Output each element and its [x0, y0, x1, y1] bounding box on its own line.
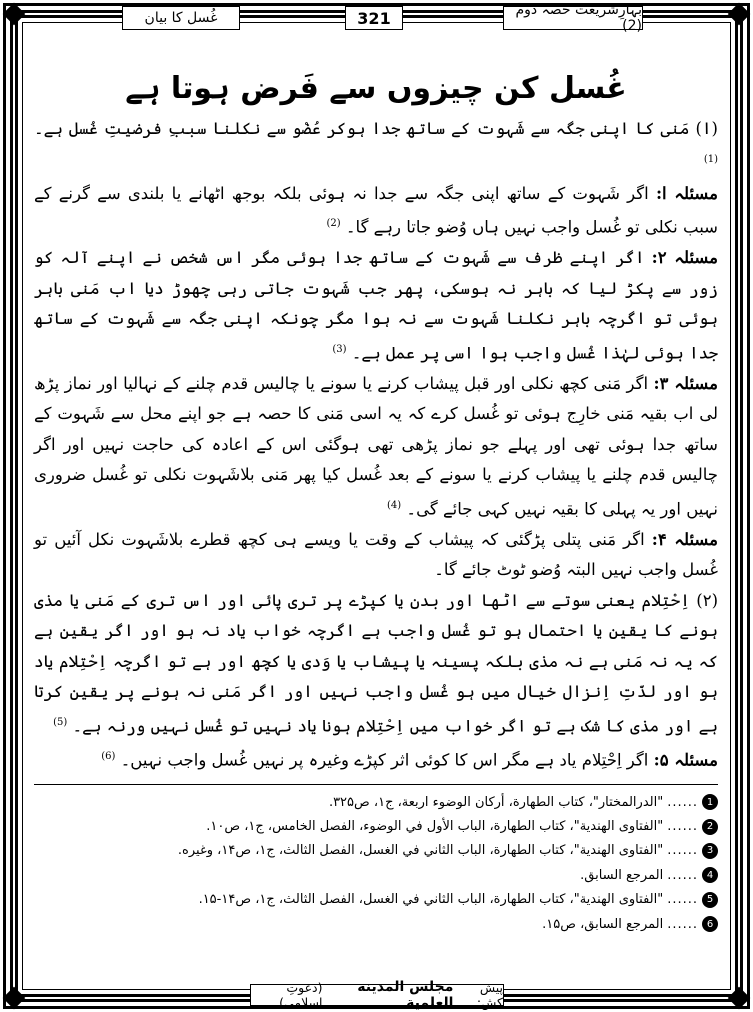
paragraph-1 — [34, 114, 718, 179]
footnote-leader: ...... — [667, 916, 698, 932]
paragraph-3 — [34, 243, 718, 369]
paragraph-2 — [34, 179, 718, 244]
paragraph-4 — [34, 369, 718, 525]
paragraph-text: اگر مَنی پتلی پڑگئی کہ پیشاب کے وقت یا ویسے ہی کچھ قطرے بلاشَہوت نکل آئیں تو غُسل واجب نہیں البتہ وُضو ٹوٹ جائے گا۔ — [34, 529, 718, 579]
footnote-text: المرجع السابق، ص۱۵. — [542, 916, 664, 932]
footnote-ref: (6) — [101, 750, 116, 762]
chapter-title: غُسل کا بیان — [122, 6, 240, 30]
footnote-ref: (2) — [326, 218, 341, 229]
page-header — [0, 4, 753, 34]
footnote-divider — [34, 784, 718, 785]
footnote-text: "الفتاوى الهندية"، كتاب الطهارة، الباب الثاني في الغسل، الفصل الثالث، ج۱، ص۱۴، وغيره. — [177, 843, 664, 859]
footnote-number: 3 — [702, 843, 718, 859]
footnote-ref: (4) — [386, 499, 402, 511]
footnote-item — [34, 839, 718, 863]
paragraph-label: مسئلہ ا: — [655, 183, 718, 203]
footnote-leader: ...... — [667, 867, 698, 883]
footnote-item — [34, 814, 718, 838]
footer-prefix: پیش کش: — [476, 980, 503, 1010]
paragraph-5 — [34, 525, 718, 586]
footnote-leader: ...... — [667, 794, 698, 810]
paragraph-text: اگر اپنے ظرف سے شَہوت کے ساتھ جدا ہوئی مگر اس شخص نے اپنے آلہ کو زور سے پکڑ لیا کہ باہر نہ ہوسکی، پھر جب شَہوت جاتی رہی چھوڑ دیا اب مَنی باہر ہوئی تو اگرچہ باہر نکلنا شَہوت سے نہ ہوا مگر چونکہ اپنی جگہ سے شَہوت کے ساتھ جدا ہوئی لہٰذا غُسل واجب ہوا اسی پر عمل ہے۔ — [34, 248, 718, 362]
book-title: بہارِشریعت حصہ دوم (2) — [503, 6, 643, 30]
page-number: 321 — [345, 6, 403, 30]
footnote-text: "الدرالمختار"، كتاب الطهارة، أركان الوضوء اربعة، ج۱، ص۳۲۵. — [328, 794, 664, 810]
footnote-leader: ...... — [667, 843, 698, 859]
footnote-number: 2 — [702, 819, 718, 835]
footnote-item — [34, 912, 718, 936]
footnote-leader: ...... — [667, 819, 698, 835]
paragraph-label: مسئلہ ۲: — [651, 248, 718, 267]
footnote-text: "الفتاوى الهندية"، كتاب الطهارة، الباب الأول في الوضوء، الفصل الخامس، ج۱، ص۱۰. — [206, 819, 664, 835]
paragraph-text: اگر مَنی کچھ نکلی اور قبل پیشاب کرنے یا سونے یا چالیس قدم چلنے کے نہالیا اور نماز پڑھ لی اب بقیہ مَنی خارِج ہوئی تو غُسل کرے کہ یہ اسی مَنی کا حصہ ہے جو اپنے محل سے شَہوت کے ساتھ جدا ہوئی تھی اور پہلے جو نماز پڑھی تھی ہوگئی اس کے اعادہ کی حاجت نہیں اور اگر چالیس قدم چلنے یا پیشاب کرنے یا سونے کے بعد غُسل کیا پھر مَنی بلاشَہوت نکلی تو غُسل ضروری نہیں اور یہ پہلی کا بقیہ نہیں کہی جائے گی۔ — [34, 373, 718, 518]
section-heading: غُسل کن چیزوں سے فَرض ہوتا ہے — [125, 71, 627, 106]
footnotes — [34, 790, 718, 936]
main-content — [34, 66, 718, 776]
publisher-name: مجلس المدينة العلمية — [357, 979, 454, 1011]
paragraph-7 — [34, 742, 718, 776]
footnote-leader: ...... — [667, 892, 698, 908]
paragraph-6 — [34, 586, 718, 742]
footnote-ref: (3) — [332, 343, 347, 355]
paragraph-text: اگر شَہوت کے ساتھ اپنی جگہ سے جدا نہ ہوئی بلکہ بوجھ اٹھانے یا بلندی سے گرنے کے سبب نکلی تو غُسل واجب نہیں ہاں وُضو جاتا رہے گا۔ — [34, 183, 718, 237]
footnote-item — [34, 790, 718, 814]
footer-suffix: (دعوتِ اسلامی) — [279, 980, 323, 1010]
footnote-number: 4 — [702, 867, 718, 883]
paragraph-text: اگر اِحْتِلام یاد ہے مگر اس کا کوئی اثر کپڑے وغیرہ پر نہیں غُسل واجب نہیں۔ — [120, 750, 654, 769]
footnote-text: المرجع السابق. — [580, 867, 664, 883]
footnote-number: 5 — [702, 892, 718, 908]
footnote-item — [34, 863, 718, 887]
footnote-text: "الفتاوى الهندية"، كتاب الطهارة، الباب الثاني في الغسل، الفصل الثالث، ج۱، ص۱۴-۱۵. — [198, 892, 664, 908]
footnote-item — [34, 888, 718, 912]
paragraph-label: مسئلہ ۳: — [653, 373, 718, 393]
paragraph-label: مسئلہ ۴: — [651, 529, 718, 549]
paragraph-text: (۲) اِحْتِلام یعنی سوتے سے اٹھا اور بدن یا کپڑے پر تری پائی اور اس تری کے مَنی یا مذی ہونے کا یقین یا احتمال ہو تو غُسل واجب ہے اگرچہ خواب یاد نہ ہو اور اگر یقین ہے کہ یہ نہ مَنی ہے نہ مذی بلکہ پسینہ یا پیشاب یا وَدی یا کچھ اور ہے تو اگرچہ اِحْتِلام یاد ہو اور لذّتِ اِنزال خیال میں ہو غُسل واجب نہیں اور اگر مَنی نہ ہونے پر یقین کرتا ہے اور مذی کا شک ہے تو اگر خواب میں اِحْتِلام ہونا یاد نہیں تو غُسل نہیں ورنہ ہے۔ — [34, 590, 718, 735]
paragraph-text: (ا) مَنی کا اپنی جگہ سے شَہوت کے ساتھ جدا ہوکر عُضْو سے نکلنا سببِ فرضیتِ غُسل ہے۔ — [34, 119, 718, 138]
footnote-number: 6 — [702, 916, 718, 932]
footnote-number: 1 — [702, 794, 718, 810]
publisher-footer — [250, 979, 504, 1011]
footnote-ref: (5) — [53, 716, 68, 728]
paragraph-label: مسئلہ ۵: — [653, 750, 718, 769]
footnote-ref: (1) — [703, 153, 718, 165]
